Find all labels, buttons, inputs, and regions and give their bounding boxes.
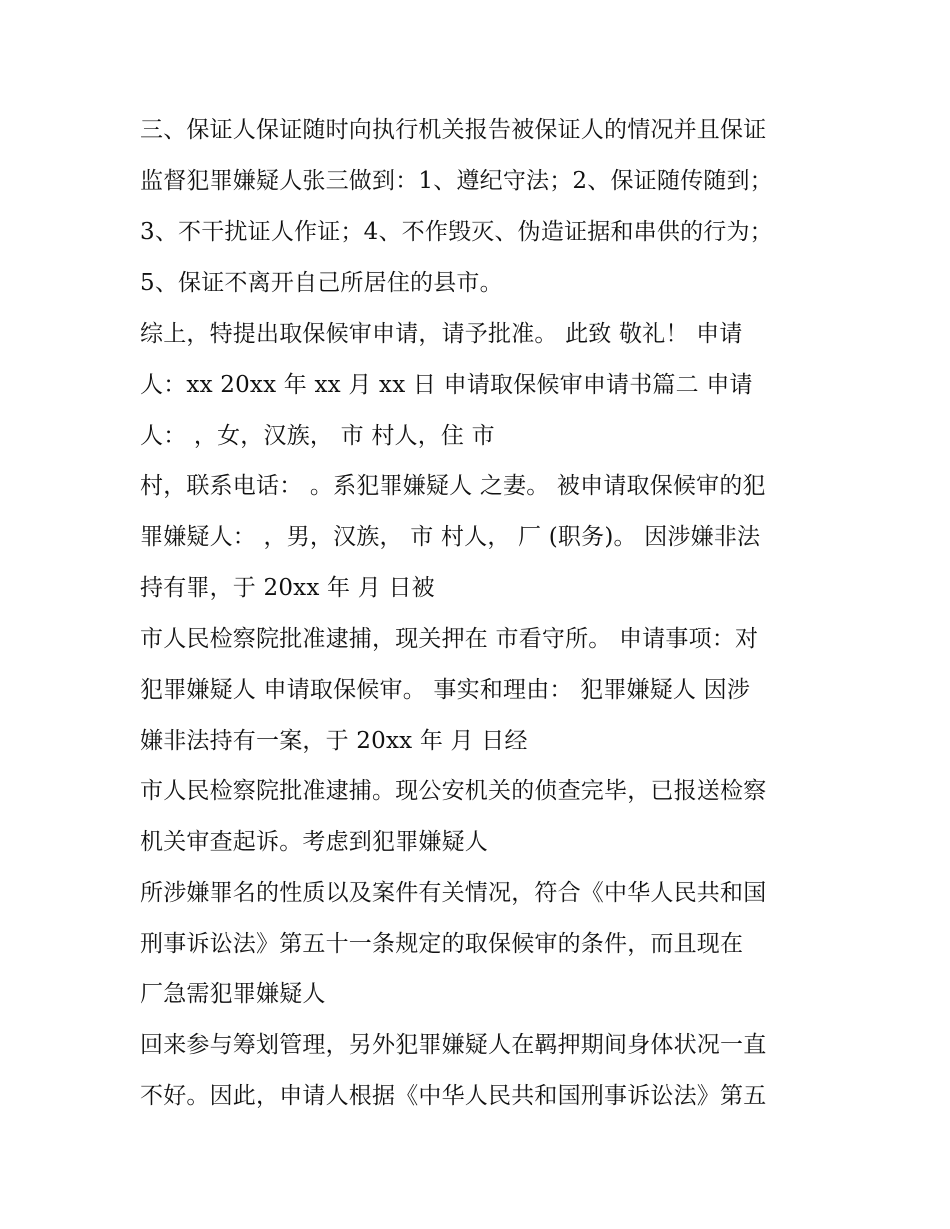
text-line-4: 5、保证不离开自己所居住的县市。 [140,270,503,296]
text-line-6: 人：xx 20xx 年 xx 月 xx 日 申请取保候审申请书篇二 申请 [140,372,753,398]
text-line-12: 犯罪嫌疑人 申请取保候审。 事实和理由： 犯罪嫌疑人 因涉 [140,677,751,703]
text-line-1: 三、保证人保证随时向执行机关报告被保证人的情况并且保证 [140,117,767,143]
text-line-14: 市人民检察院批准逮捕。现公安机关的侦查完毕，已报送检察 [140,778,767,804]
text-line-13: 嫌非法持有一案，于 20xx 年 月 日经 [140,728,528,754]
text-line-19: 回来参与筹划管理，另外犯罪嫌疑人在羁押期间身体状况一直 [140,1032,767,1058]
text-line-18: 厂急需犯罪嫌疑人 [140,981,326,1007]
text-line-7: 人： ，女，汉族， 市 村人，住 市 [140,423,495,449]
text-line-8: 村，联系电话： 。系犯罪嫌疑人 之妻。 被申请取保候审的犯 [140,473,766,499]
text-line-11: 市人民检察院批准逮捕，现关押在 市看守所。 申请事项：对 [140,626,759,652]
text-line-9: 罪嫌疑人： ，男，汉族， 市 村人， 厂 (职务)。 因涉嫌非法 [140,524,761,550]
text-line-5: 综上，特提出取保候审申请，请予批准。 此致 敬礼！ 申请 [140,321,743,347]
text-line-3: 3、不干扰证人作证；4、不作毁灭、伪造证据和串供的行为； [140,219,773,245]
text-line-15: 机关审查起诉。考虑到犯罪嫌疑人 [140,829,488,855]
text-line-10: 持有罪，于 20xx 年 月 日被 [140,575,435,601]
text-line-20: 不好。因此，申请人根据《中华人民共和国刑事诉讼法》第五 [140,1083,767,1109]
text-line-2: 监督犯罪嫌疑人张三做到：1、遵纪守法；2、保证随传随到； [140,168,773,194]
text-line-17: 刑事诉讼法》第五十一条规定的取保候审的条件，而且现在 [140,931,744,957]
text-line-16: 所涉嫌罪名的性质以及案件有关情况，符合《中华人民共和国 [140,880,767,906]
